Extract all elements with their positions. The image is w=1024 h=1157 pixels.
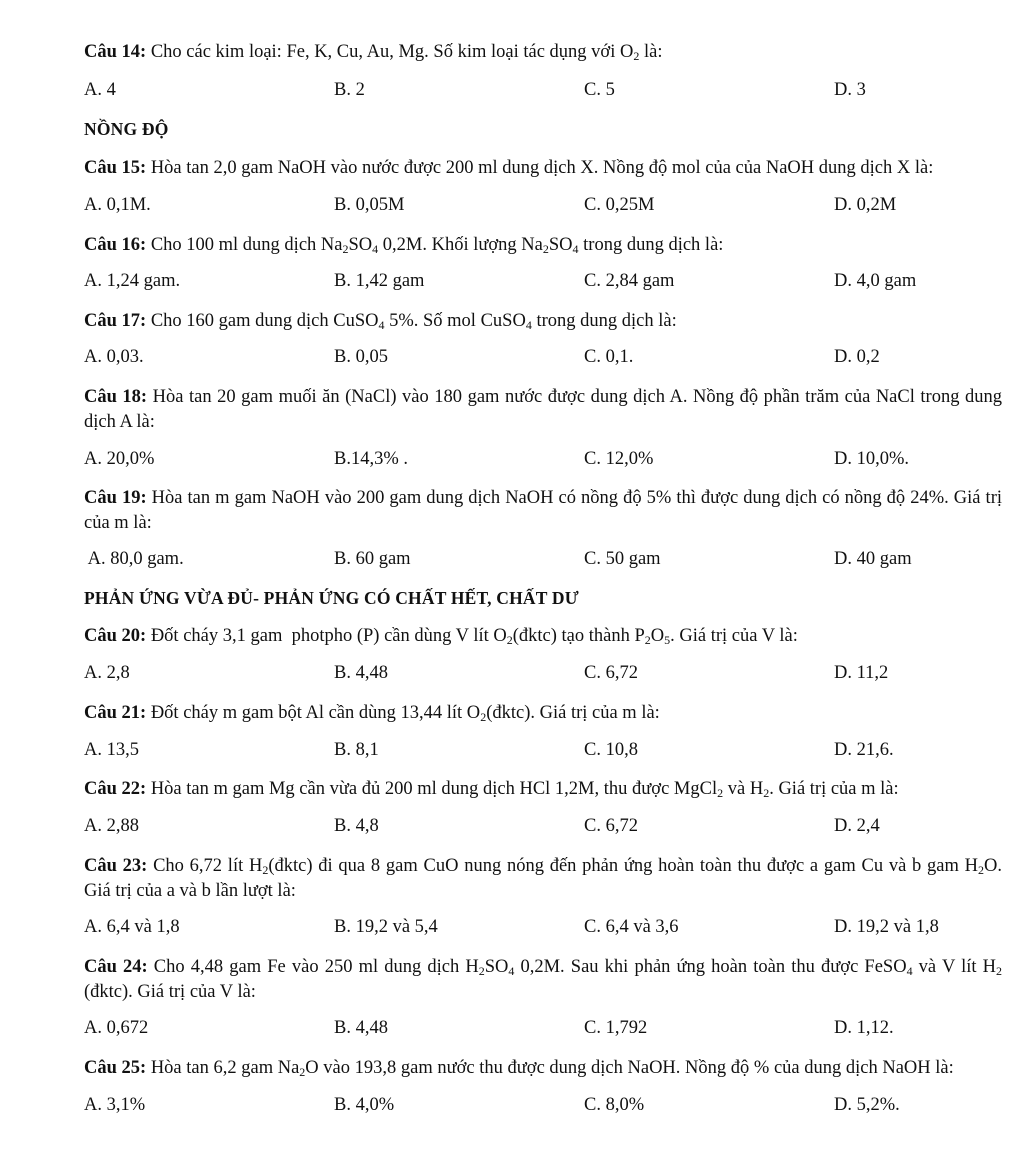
option-d: D. 21,6. xyxy=(834,740,894,760)
option-d: D. 1,12. xyxy=(834,1018,894,1038)
option-c: C. 12,0% xyxy=(584,449,654,469)
option-c: C. 8,0% xyxy=(584,1095,645,1115)
option-a: A. 0,03. xyxy=(84,347,144,367)
question-15: Câu 15: Hòa tan 2,0 gam NaOH vào nước được 200 ml dung dịch X. Nồng độ mol của của NaOH dung dịch X là: xyxy=(84,158,934,178)
option-c: C. 6,72 xyxy=(584,816,638,836)
option-c: C. 1,792 xyxy=(584,1018,648,1038)
option-c: C. 2,84 gam xyxy=(584,271,675,291)
option-a: A. 13,5 xyxy=(84,740,139,760)
option-c: C. 6,72 xyxy=(584,663,638,683)
question-25: Câu 25: Hòa tan 6,2 gam $Na_2O$ vào 193,8 gam nước thu được dung dịch NaOH. Nồng độ % của dung dịch NaOH là: xyxy=(84,1058,954,1079)
question-21: Câu 21: Đốt cháy m gam bột Al cần dùng 13,44 lít $O_2(đktc)$. Giá trị của m là: xyxy=(84,703,660,724)
option-c: C. 6,4 và 3,6 xyxy=(584,917,679,937)
question-label: Câu 20: xyxy=(84,626,147,646)
question-label: Câu 16: xyxy=(84,235,147,255)
option-b: B. 19,2 và 5,4 xyxy=(334,917,438,937)
question-19: Câu 19: Hòa tan m gam NaOH vào 200 gam dung dịch NaOH có nồng độ 5% thì được dung dịch có nồng độ 24%. Giá trị của m là: xyxy=(84,488,1002,533)
options-16 xyxy=(84,271,1002,295)
question-18: Câu 18: Hòa tan 20 gam muối ăn (NaCl) vào 180 gam nước được dung dịch A. Nồng độ phần trăm của NaCl trong dung dịch A là: xyxy=(84,387,1003,432)
option-a: A. 1,24 gam. xyxy=(84,271,181,291)
option-d: D. 4,0 gam xyxy=(834,271,917,291)
option-a: A. 20,0% xyxy=(84,449,155,469)
options-17 xyxy=(84,347,1002,371)
option-c: C. 0,25M xyxy=(584,195,655,215)
question-17: Câu 17: Cho 160 gam dung dịch CuSO$_4$ 5%. Số mol CuSO$_4$ trong dung dịch là: xyxy=(84,311,677,332)
option-b: B. 0,05M xyxy=(334,195,405,215)
option-d: D. 11,2 xyxy=(834,663,889,683)
question-label: Câu 22: xyxy=(84,779,147,799)
question-label: Câu 25: xyxy=(84,1058,147,1078)
option-b: B. 0,05 xyxy=(334,347,388,367)
options-15 xyxy=(84,195,1002,219)
options-22 xyxy=(84,816,1002,840)
options-14 xyxy=(84,80,1002,104)
option-c: C. 50 gam xyxy=(584,549,661,569)
question-14: Câu 14: Cho các kim loại: Fe, K, Cu, Au, Mg. Số kim loại tác dụng với $O_2$ là: xyxy=(84,42,663,63)
option-b: B. 2 xyxy=(334,80,365,100)
question-label: Câu 17: xyxy=(84,311,147,331)
option-a: A. 2,88 xyxy=(84,816,139,836)
question-label: Câu 15: xyxy=(84,158,147,178)
option-d: D. 3 xyxy=(834,80,866,100)
question-label: Câu 23: xyxy=(84,856,148,876)
option-c: C. 0,1. xyxy=(584,347,634,367)
option-d: D. 2,4 xyxy=(834,816,880,836)
option-d: D. 0,2M xyxy=(834,195,897,215)
option-a: A. 80,0 gam. xyxy=(84,549,184,569)
options-24 xyxy=(84,1018,1002,1042)
section-heading-reactions: PHẢN ỨNG VỪA ĐỦ- PHẢN ỨNG CÓ CHẤT HẾT, CHẤT DƯ xyxy=(84,588,579,608)
option-b: B. 4,48 xyxy=(334,1018,388,1038)
option-b: B. 8,1 xyxy=(334,740,379,760)
option-b: B.14,3% . xyxy=(334,449,408,469)
question-label: Câu 24: xyxy=(84,957,148,977)
options-20 xyxy=(84,663,1002,687)
question-label: Câu 14: xyxy=(84,42,147,62)
option-d: D. 19,2 và 1,8 xyxy=(834,917,939,937)
option-b: B. 4,48 xyxy=(334,663,388,683)
option-c: C. 10,8 xyxy=(584,740,638,760)
option-d: D. 10,0%. xyxy=(834,449,910,469)
options-23 xyxy=(84,917,1002,941)
question-20: Câu 20: Đốt cháy 3,1 gam photpho (P) cần dùng V lít $O_2(đktc)$ tạo thành $P_2O_5$. Giá trị của V là: xyxy=(84,626,798,647)
question-24: Câu 24: Cho 4,48 gam Fe vào 250 ml dung dịch $H_2SO_4$ 0,2M. Sau khi phản ứng hoàn toàn thu được FeSO$_4$ và V lít $H_2$ (đktc). Giá trị của V là: xyxy=(84,957,1002,1002)
option-a: A. 0,1M. xyxy=(84,195,151,215)
option-a: A. 0,672 xyxy=(84,1018,149,1038)
options-21 xyxy=(84,740,1002,764)
option-b: B. 1,42 gam xyxy=(334,271,425,291)
option-d: D. 5,2%. xyxy=(834,1095,900,1115)
option-b: B. 60 gam xyxy=(334,549,411,569)
option-a: A. 6,4 và 1,8 xyxy=(84,917,180,937)
question-23: Câu 23: Cho 6,72 lít $H_2(đktc)$ đi qua 8 gam CuO nung nóng đến phản ứng hoàn toàn thu được a gam Cu và b gam $H_2O$. Giá trị của a và b lần lượt là: xyxy=(84,856,1003,901)
option-b: B. 4,0% xyxy=(334,1095,395,1115)
option-d: D. 0,2 xyxy=(834,347,880,367)
options-19 xyxy=(84,549,1002,573)
options-18 xyxy=(84,449,1002,473)
option-b: B. 4,8 xyxy=(334,816,379,836)
question-label: Câu 18: xyxy=(84,387,148,407)
option-a: A. 4 xyxy=(84,80,116,100)
question-22: Câu 22: Hòa tan m gam Mg cần vừa đủ 200 ml dung dịch HCl 1,2M, thu được MgCl$_2$ và $H_2$. Giá trị của m là: xyxy=(84,779,899,800)
option-d: D. 40 gam xyxy=(834,549,912,569)
section-heading-concentration: NỒNG ĐỘ xyxy=(84,119,169,139)
option-a: A. 2,8 xyxy=(84,663,130,683)
question-label: Câu 19: xyxy=(84,488,147,508)
options-25 xyxy=(84,1095,1002,1119)
question-label: Câu 21: xyxy=(84,703,147,723)
option-a: A. 3,1% xyxy=(84,1095,146,1115)
option-c: C. 5 xyxy=(584,80,615,100)
question-16: Câu 16: Cho 100 ml dung dịch $Na_2SO_4$ 0,2M. Khối lượng $Na_2SO_4$ trong dung dịch là: xyxy=(84,235,724,256)
